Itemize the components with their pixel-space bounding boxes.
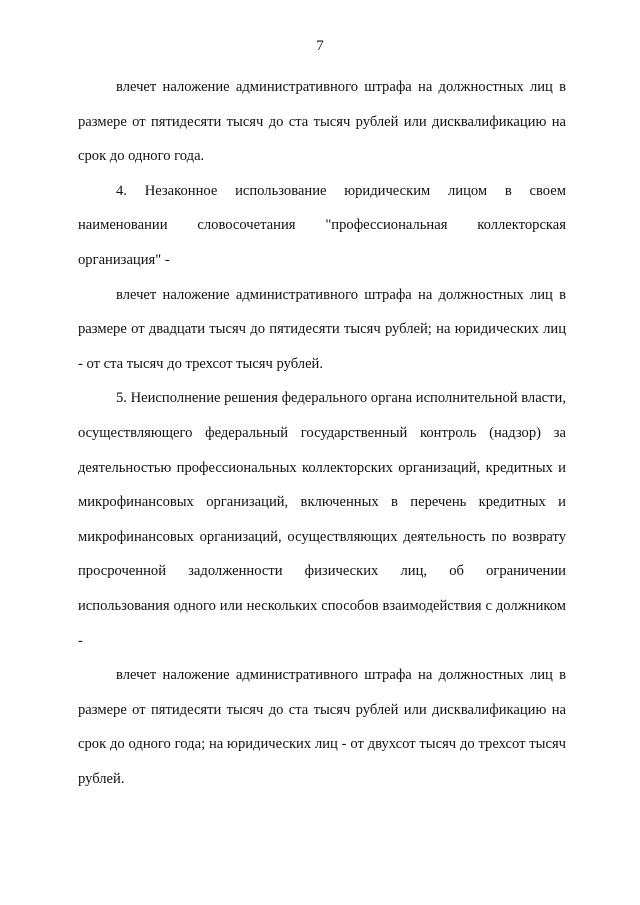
page-number: 7 [316, 38, 324, 54]
document-body [78, 70, 566, 796]
paragraph-item-4: 4. Незаконное использование юридическим лицом в своем наименовании словосочетания "профессиональная коллекторская организация" - [78, 182, 566, 268]
paragraph-sanction-2: влечет наложение административного штрафа на должностных лиц в размере от двадцати тысяч до пятидесяти тысяч рублей; на юридических лиц - от ста тысяч до трехсот тысяч рублей. [78, 286, 566, 372]
paragraph-sanction-3: влечет наложение административного штрафа на должностных лиц в размере от пятидесяти тысяч до ста тысяч рублей или дисквалификацию на срок до одного года; на юридических лиц - от двухсот тысяч до трехсот тысяч рублей. [78, 667, 566, 787]
paragraph-item-5: 5. Неисполнение решения федерального органа исполнительной власти, осуществляющего федеральный государственный контроль (надзор) за деятельностью профессиональных коллекторских организаций, кредитных и микрофинансовых организаций, включенных в перечень кредитных и микрофинансовых организаций, осуществляющих деятельность по возврату просроченной задолженности физических лиц, об ограничении использования одного или нескольких способов взаимодействия с должником - [78, 390, 566, 649]
paragraph-sanction-1: влечет наложение административного штрафа на должностных лиц в размере от пятидесяти тысяч до ста тысяч рублей или дисквалификацию на срок до одного года. [78, 79, 566, 165]
